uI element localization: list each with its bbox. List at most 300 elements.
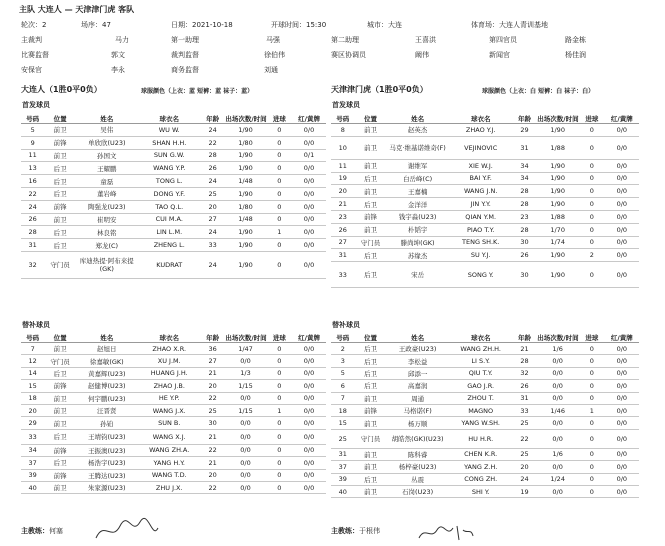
away-coach	[331, 526, 380, 536]
player-position: 前卫	[44, 404, 76, 416]
player-age: 20	[513, 461, 537, 473]
table-row	[21, 136, 326, 149]
player-cards: 0/0	[605, 448, 639, 460]
table-row	[21, 200, 326, 213]
player-cards: 0/0	[605, 404, 639, 416]
column-header: 年龄	[201, 114, 224, 124]
table-row	[21, 392, 326, 404]
table-row	[21, 149, 326, 162]
player-name: 郑龙(C)	[76, 239, 137, 252]
column-header: 出场次数/时间	[537, 334, 579, 342]
table-header-row	[21, 333, 326, 343]
column-header: 姓名	[387, 114, 449, 124]
player-cards: 0/0	[605, 485, 639, 497]
player-age: 28	[513, 198, 537, 211]
player-position: 前锋	[355, 210, 387, 223]
player-cards: 0/0	[292, 200, 326, 213]
player-appearances: 1/90	[224, 162, 266, 175]
venue-value: 大连人青训基地	[499, 21, 548, 29]
player-cards: 0/0	[605, 429, 639, 448]
player-number: 37	[21, 457, 44, 469]
player-age: 22	[201, 444, 224, 456]
table-row	[331, 380, 639, 392]
player-number: 20	[331, 185, 355, 198]
player-appearances: 0/0	[536, 429, 579, 448]
column-header: 号码	[331, 114, 355, 124]
player-position: 守门员	[44, 355, 76, 367]
player-cards: 0/0	[292, 417, 326, 429]
player-goals: 0	[579, 198, 605, 211]
player-shirt-name: CHEN K.R.	[449, 448, 513, 460]
player-appearances: 0/0	[536, 367, 579, 379]
player-cards: 0/0	[605, 210, 639, 223]
round-value: 2	[42, 21, 47, 29]
coach-label: 主教练：	[21, 527, 49, 535]
table-row	[331, 343, 639, 355]
player-appearances: 0/0	[224, 457, 266, 469]
player-shirt-name: YANG Z.H.	[449, 461, 513, 473]
column-header: 球衣名	[137, 333, 201, 343]
player-name: 孙国文	[76, 149, 137, 162]
official-label: 第四官员	[489, 36, 517, 44]
player-name: 何宇鹏(U23)	[76, 392, 137, 404]
table-row	[331, 473, 639, 485]
player-age: 24	[201, 124, 224, 137]
official-value: 徐伯伟	[264, 51, 285, 59]
player-goals: 0	[267, 213, 292, 226]
table-row	[331, 136, 639, 159]
player-age: 24	[201, 226, 224, 239]
column-header: 位置	[44, 333, 76, 343]
player-appearances: 1/90	[536, 159, 579, 172]
official-value: 王喜洪	[415, 36, 436, 44]
player-cards: 0/0	[605, 461, 639, 473]
player-shirt-name: ZHOU T.	[449, 392, 513, 404]
player-name: 王嘉楠	[387, 185, 449, 198]
player-position: 守门员	[44, 251, 76, 278]
player-shirt-name: HU H.R.	[449, 429, 513, 448]
table-row	[21, 187, 326, 200]
player-cards: 0/0	[292, 175, 326, 188]
player-age: 22	[201, 481, 224, 493]
player-appearances: 1/48	[224, 213, 266, 226]
player-shirt-name: TONG L.	[137, 175, 201, 188]
table-row	[331, 448, 639, 460]
player-number: 32	[21, 251, 44, 278]
table-row	[21, 367, 326, 379]
player-cards: 0/0	[605, 355, 639, 367]
player-cards: 0/0	[605, 185, 639, 198]
table-row	[331, 404, 639, 416]
home-kit-colors: 球服颜色（上衣：蓝 短裤：蓝 袜子：蓝）	[141, 88, 254, 95]
player-name: 陶强龙(U23)	[76, 200, 137, 213]
player-appearances: 0/0	[536, 380, 579, 392]
player-goals: 0	[267, 149, 292, 162]
player-shirt-name: QIU T.Y.	[449, 367, 513, 379]
table-header-row	[331, 114, 639, 124]
player-cards: 0/0	[605, 136, 639, 159]
player-cards: 0/0	[605, 417, 639, 429]
player-appearances: 1/88	[536, 136, 579, 159]
player-name: 孙铂	[76, 417, 137, 429]
table-row	[21, 124, 326, 137]
player-name: 陈科睿	[387, 448, 449, 460]
player-appearances: 1/90	[536, 124, 579, 137]
player-goals: 0	[579, 485, 605, 497]
player-cards: 0/0	[292, 469, 326, 481]
player-cards: 0/0	[292, 136, 326, 149]
player-name: 滕尚坤(GK)	[387, 236, 449, 249]
player-cards: 0/0	[292, 481, 326, 493]
column-header: 红/黄牌	[605, 333, 639, 343]
player-name: 金洋洋	[387, 198, 449, 211]
player-shirt-name: SHAN H.H.	[137, 136, 201, 149]
player-position: 前卫	[44, 149, 76, 162]
column-header: 球衣名	[449, 114, 513, 124]
home-coach-signature	[92, 514, 162, 544]
player-name: 王靖钧(U23)	[76, 429, 137, 444]
player-goals: 0	[267, 380, 292, 392]
player-goals: 0	[579, 136, 605, 159]
player-number: 5	[331, 367, 355, 379]
player-appearances: 1/74	[536, 236, 579, 249]
player-appearances: 1/80	[224, 200, 266, 213]
player-name: 邱添一	[387, 367, 449, 379]
player-cards: 0/0	[292, 213, 326, 226]
player-goals: 0	[579, 473, 605, 485]
player-goals: 0	[267, 175, 292, 188]
table-row	[331, 485, 639, 497]
player-age: 25	[513, 448, 537, 460]
player-goals: 0	[579, 185, 605, 198]
player-appearances: 0/0	[536, 392, 579, 404]
table-row	[331, 185, 639, 198]
player-age: 28	[513, 223, 537, 236]
player-position: 守门员	[355, 429, 387, 448]
player-shirt-name: XU J.M.	[137, 355, 201, 367]
player-number: 2	[331, 343, 355, 355]
player-appearances: 0/0	[224, 469, 266, 481]
column-header: 位置	[355, 333, 387, 343]
column-header: 球衣名	[137, 114, 201, 124]
column-header: 进球	[267, 114, 292, 124]
player-shirt-name: SU Y.J.	[449, 249, 513, 262]
player-appearances: 1/15	[224, 404, 266, 416]
player-age: 25	[201, 404, 224, 416]
table-row	[21, 481, 326, 493]
player-cards: 0/0	[292, 444, 326, 456]
table-header-row	[331, 333, 639, 343]
player-cards: 0/0	[605, 392, 639, 404]
away-coach-signature	[415, 520, 475, 544]
coach-label: 主教练：	[331, 527, 359, 535]
home-team-title: 大连人（1胜0平0负）	[21, 85, 102, 94]
player-name: 单欣欣(U23)	[76, 136, 137, 149]
city-value: 大连	[388, 21, 402, 29]
player-cards: 0/0	[292, 355, 326, 367]
round-label: 轮次：	[21, 21, 42, 29]
date-info	[171, 20, 233, 30]
player-number: 39	[21, 469, 44, 481]
official-label: 商务监督	[171, 66, 199, 74]
player-age: 22	[513, 429, 537, 448]
player-number: 33	[21, 429, 44, 444]
player-position: 后卫	[355, 172, 387, 185]
player-goals: 0	[267, 136, 292, 149]
player-age: 20	[201, 200, 224, 213]
match-label: 场序：	[81, 21, 102, 29]
column-header: 姓名	[76, 333, 137, 343]
player-goals: 1	[267, 404, 292, 416]
player-position: 后卫	[355, 355, 387, 367]
player-number: 31	[331, 249, 355, 262]
player-position: 前卫	[44, 213, 76, 226]
player-name: 童磊	[76, 175, 137, 188]
player-shirt-name: VEJINOVIC	[449, 136, 513, 159]
official-label: 安保官	[21, 66, 42, 74]
venue-info	[471, 20, 548, 30]
player-shirt-name: DONG Y.F.	[137, 187, 201, 200]
player-position: 前卫	[44, 124, 76, 137]
player-name: 王振澳(U23)	[76, 444, 137, 456]
player-shirt-name: SONG Y.	[449, 262, 513, 288]
player-appearances: 0/0	[224, 355, 266, 367]
player-position: 后卫	[355, 198, 387, 211]
player-position: 前卫	[355, 185, 387, 198]
player-shirt-name: WANG J.N.	[449, 185, 513, 198]
player-age: 25	[513, 417, 537, 429]
player-age: 21	[201, 429, 224, 444]
player-appearances: 1/6	[536, 343, 579, 355]
player-name: 苏缘杰	[387, 249, 449, 262]
player-age: 19	[513, 485, 537, 497]
player-goals: 0	[267, 429, 292, 444]
player-number: 8	[331, 124, 355, 137]
player-appearances: 0/0	[224, 417, 266, 429]
table-row	[331, 198, 639, 211]
away-subs-label: 替补球员	[332, 321, 360, 329]
player-cards: 0/0	[605, 236, 639, 249]
player-goals: 0	[267, 392, 292, 404]
player-shirt-name: WANG X.J.	[137, 429, 201, 444]
player-position: 后卫	[355, 249, 387, 262]
player-appearances: 1/88	[536, 210, 579, 223]
match-title: 主队 大连人 — 天津津门虎 客队	[19, 5, 135, 14]
player-number: 28	[21, 226, 44, 239]
table-row	[331, 210, 639, 223]
player-cards: 0/0	[605, 198, 639, 211]
player-number: 3	[331, 355, 355, 367]
player-name: 李松益	[387, 355, 449, 367]
player-name: 谢维军	[387, 159, 449, 172]
player-position: 后卫	[44, 429, 76, 444]
table-row	[331, 461, 639, 473]
player-position: 后卫	[355, 380, 387, 392]
player-cards: 0/0	[605, 473, 639, 485]
player-cards: 0/0	[292, 124, 326, 137]
official-label: 第一助理	[171, 36, 199, 44]
player-name: 高嘉润	[387, 380, 449, 392]
player-name: 黄嘉辉(U23)	[76, 367, 137, 379]
player-shirt-name: GAO J.R.	[449, 380, 513, 392]
player-age: 23	[513, 210, 537, 223]
player-age: 32	[513, 367, 537, 379]
player-number: 31	[21, 239, 44, 252]
player-appearances: 1/90	[536, 172, 579, 185]
column-header: 位置	[355, 114, 387, 124]
table-row	[21, 251, 326, 278]
player-age: 24	[201, 251, 224, 278]
player-goals: 0	[579, 429, 605, 448]
player-position: 前卫	[355, 159, 387, 172]
player-goals: 0	[579, 355, 605, 367]
player-age: 29	[513, 124, 537, 137]
player-name: 崔明安	[76, 213, 137, 226]
player-position: 前卫	[355, 392, 387, 404]
player-goals: 0	[267, 417, 292, 429]
home-starters-label: 首发球员	[22, 101, 50, 109]
player-shirt-name: MAGNO	[449, 404, 513, 416]
player-position: 前卫	[355, 461, 387, 473]
player-goals: 0	[267, 200, 292, 213]
player-age: 33	[201, 239, 224, 252]
table-row	[331, 367, 639, 379]
player-age: 21	[201, 457, 224, 469]
player-appearances: 0/0	[536, 461, 579, 473]
player-appearances: 1/90	[224, 187, 266, 200]
player-position: 前卫	[355, 485, 387, 497]
player-position: 后卫	[44, 239, 76, 252]
player-position: 后卫	[44, 175, 76, 188]
away-starters-table	[331, 114, 639, 288]
column-header: 位置	[44, 114, 76, 124]
player-goals: 0	[579, 380, 605, 392]
player-name: 杨万顺	[387, 417, 449, 429]
player-number: 26	[21, 213, 44, 226]
player-position: 后卫	[355, 343, 387, 355]
player-age: 36	[201, 343, 224, 355]
player-shirt-name: TAO Q.L.	[137, 200, 201, 213]
player-cards: 0/0	[292, 162, 326, 175]
player-appearances: 0/0	[536, 417, 579, 429]
player-name: 白岳峰(C)	[387, 172, 449, 185]
player-cards: 0/0	[605, 223, 639, 236]
column-header: 进球	[267, 333, 292, 343]
player-goals: 1	[267, 226, 292, 239]
player-shirt-name: TENG SH.K.	[449, 236, 513, 249]
player-number: 39	[331, 473, 355, 485]
player-goals: 0	[579, 367, 605, 379]
column-header: 出场次数/时间	[225, 334, 267, 342]
table-row	[331, 172, 639, 185]
table-row	[331, 262, 639, 288]
player-age: 30	[513, 236, 537, 249]
player-appearances: 1/90	[536, 262, 579, 288]
table-row	[331, 249, 639, 262]
player-number: 37	[331, 461, 355, 473]
player-position: 后卫	[355, 473, 387, 485]
player-age: 27	[201, 213, 224, 226]
table-row	[21, 343, 326, 355]
player-position: 前锋	[44, 444, 76, 456]
official-label: 新闻官	[489, 51, 510, 59]
player-age: 28	[201, 149, 224, 162]
player-age: 27	[201, 355, 224, 367]
player-cards: 0/0	[605, 159, 639, 172]
official-value: 阚伟	[415, 51, 429, 59]
official-value: 李永	[111, 66, 125, 74]
player-number: 18	[331, 404, 355, 416]
player-number: 26	[331, 223, 355, 236]
player-appearances: 0/0	[536, 485, 579, 497]
player-shirt-name: YANG H.Y.	[137, 457, 201, 469]
player-shirt-name: WANG J.X.	[137, 404, 201, 416]
player-age: 31	[513, 392, 537, 404]
match-value: 47	[102, 21, 111, 29]
table-row	[331, 124, 639, 137]
player-goals: 0	[579, 159, 605, 172]
player-number: 7	[21, 343, 44, 355]
player-number: 23	[331, 210, 355, 223]
player-number: 10	[331, 136, 355, 159]
player-goals: 0	[267, 251, 292, 278]
player-name: 朴韬宇	[387, 223, 449, 236]
player-appearances: 1/70	[536, 223, 579, 236]
player-shirt-name: SUN B.	[137, 417, 201, 429]
player-name: 吴伟	[76, 124, 137, 137]
table-row	[331, 159, 639, 172]
player-shirt-name: ZHAO Y.J.	[449, 124, 513, 137]
table-row	[331, 236, 639, 249]
player-shirt-name: CONG ZH.	[449, 473, 513, 485]
player-age: 33	[513, 404, 537, 416]
player-goals: 0	[267, 457, 292, 469]
player-name: 库迪热提·阿布来提(GK)	[76, 251, 137, 278]
time-info	[271, 20, 326, 30]
player-age: 31	[513, 136, 537, 159]
player-position: 前卫	[44, 481, 76, 493]
player-cards: 0/0	[292, 239, 326, 252]
player-position: 后卫	[44, 162, 76, 175]
player-age: 20	[201, 469, 224, 481]
player-cards: 0/0	[605, 249, 639, 262]
player-number: 16	[21, 175, 44, 188]
player-number: 7	[331, 392, 355, 404]
player-shirt-name: ZHENG L.	[137, 239, 201, 252]
player-cards: 0/0	[605, 380, 639, 392]
player-number: 15	[21, 380, 44, 392]
player-appearances: 1/90	[224, 149, 266, 162]
player-cards: 0/0	[292, 380, 326, 392]
player-name: 周通	[387, 392, 449, 404]
column-header: 出场次数/时间	[225, 115, 267, 123]
home-coach	[21, 526, 63, 536]
player-shirt-name: YANG W.SH.	[449, 417, 513, 429]
time-label: 开球时间：	[271, 21, 306, 29]
player-goals: 0	[267, 239, 292, 252]
player-number: 25	[331, 429, 355, 448]
player-number: 13	[21, 162, 44, 175]
player-number: 27	[331, 236, 355, 249]
table-row	[21, 404, 326, 416]
player-goals: 0	[267, 355, 292, 367]
table-row	[21, 226, 326, 239]
player-age: 21	[513, 343, 537, 355]
player-shirt-name: WANG ZH.H.	[449, 343, 513, 355]
table-row	[21, 457, 326, 469]
column-header: 出场次数/时间	[537, 115, 579, 123]
player-cards: 0/0	[292, 404, 326, 416]
